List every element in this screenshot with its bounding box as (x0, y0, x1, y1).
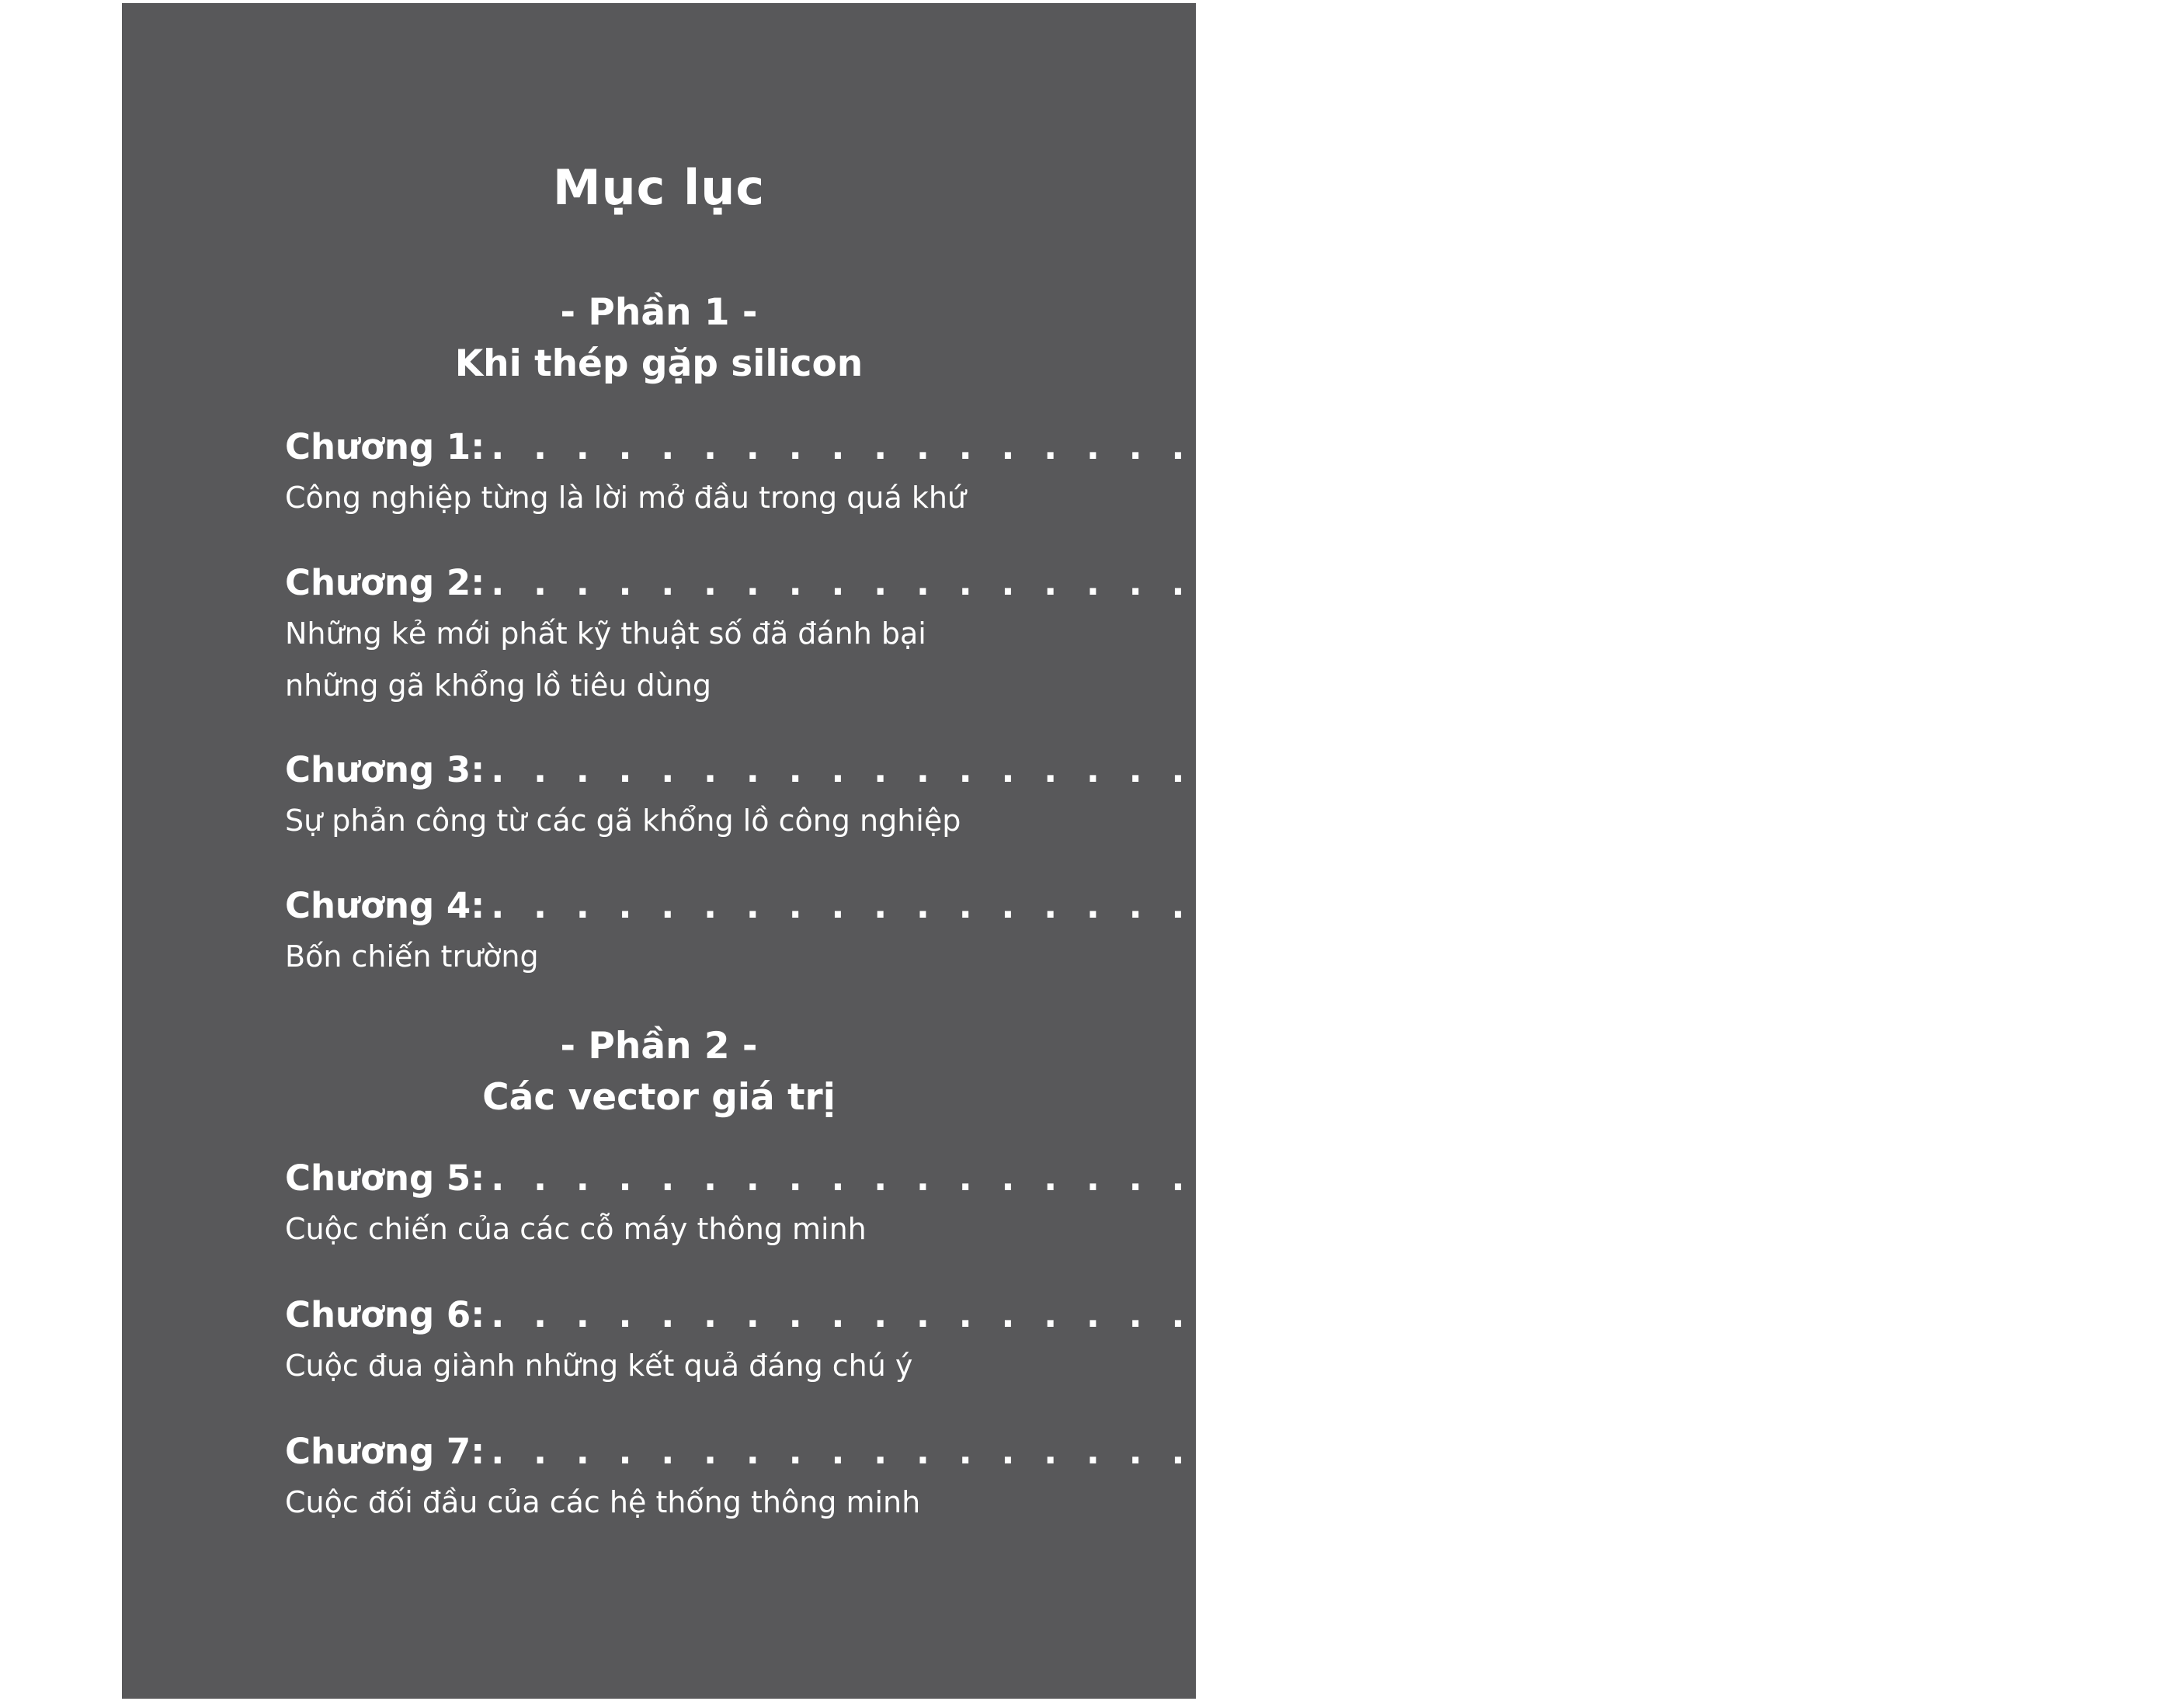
chapter-line (285, 884, 2165, 928)
chapter-line (285, 425, 2142, 469)
toc-entry-chapter-3[interactable] (285, 748, 2142, 847)
dot-leader: . . . . . . . . . . . . . . . . . . . . . . . . . . . . . . . . . . . . . . (491, 1294, 2087, 1335)
dot-leader: . . . . . . . . . . . . . . . . . . . . . . . . . . . . . . . . . . . . . . (491, 426, 2087, 467)
part-heading-1 (122, 287, 1196, 390)
dot-leader: . . . . . . . . . . . . . . . . . . . . . . . . . . . . . . . . . . . . . . (491, 749, 2087, 790)
page-number: 78 (2092, 749, 2142, 790)
chapter-line (285, 1157, 2165, 1200)
chapter-label: Chương 3: (285, 749, 485, 790)
toc-entry-chapter-5[interactable] (285, 1157, 2165, 1255)
description-line: Cuộc đua giành những kết quả đáng chú ý (285, 1349, 913, 1383)
chapter-line (285, 748, 2142, 792)
chapter-line (285, 1430, 2165, 1474)
chapter-description (285, 931, 1018, 983)
part-heading-2 (122, 1021, 1196, 1123)
description-line: Cuộc đối đầu của các hệ thống thông minh (285, 1485, 921, 1519)
toc-entry-chapter-6[interactable] (285, 1293, 2165, 1392)
page-number: 180 (2092, 1294, 2165, 1335)
part-name: Khi thép gặp silicon (454, 342, 864, 385)
toc-entry-chapter-7[interactable] (285, 1430, 2165, 1529)
description-line: Những kẻ mới phất kỹ thuật số đã đánh bại (285, 616, 926, 651)
chapter-line (285, 561, 2142, 605)
chapter-line (285, 1293, 2165, 1337)
chapter-label: Chương 4: (285, 885, 485, 926)
chapter-description (285, 472, 1018, 524)
part-label: - Phần 2 - (560, 1025, 758, 1068)
dot-leader: . . . . . . . . . . . . . . . . . . . . . . . . . . . . . . . . . . . . . . (491, 1158, 2087, 1199)
chapter-description (285, 1340, 1018, 1392)
chapter-label: Chương 7: (285, 1431, 485, 1472)
chapter-description (285, 1477, 1018, 1529)
chapter-label: Chương 6: (285, 1294, 485, 1335)
description-line: Cuộc chiến của các cỗ máy thông minh (285, 1212, 867, 1246)
description-line: Bốn chiến trường (285, 939, 539, 974)
description-line: Công nghiệp từng là lời mở đầu trong quá khứ (285, 481, 967, 515)
chapter-description (285, 608, 1018, 712)
chapter-description (285, 1203, 1018, 1255)
chapter-label: Chương 1: (285, 426, 485, 467)
page-number: 110 (2092, 885, 2165, 926)
toc-entry-chapter-2[interactable] (285, 561, 2142, 712)
page-number: 45 (2092, 562, 2142, 603)
chapter-label: Chương 5: (285, 1158, 485, 1199)
page-number: 10 (2092, 426, 2142, 467)
part-name: Các vector giá trị (482, 1076, 836, 1119)
dot-leader: . . . . . . . . . . . . . . . . . . . . . . . . . . . . . . . . . . . . . . (491, 1431, 2087, 1472)
book-page (122, 3, 2165, 1699)
chapter-description (285, 795, 1018, 847)
page-number: 221 (2092, 1431, 2165, 1472)
description-line: những gã khổng lồ tiêu dùng (285, 668, 711, 703)
dot-leader: . . . . . . . . . . . . . . . . . . . . . . . . . . . . . . . . . . . . . . (491, 885, 2087, 926)
page-title: Mục lục (552, 159, 766, 216)
toc-entry-chapter-1[interactable] (285, 425, 2142, 524)
page-number: 142 (2092, 1158, 2165, 1199)
toc-entry-chapter-4[interactable] (285, 884, 2165, 983)
description-line: Sự phản công từ các gã khổng lồ công nghiệp (285, 804, 961, 838)
part-label: - Phần 1 - (560, 291, 758, 334)
chapter-label: Chương 2: (285, 562, 485, 603)
dot-leader: . . . . . . . . . . . . . . . . . . . . . . . . . . . . . . . . . . . . . . (491, 562, 2087, 603)
